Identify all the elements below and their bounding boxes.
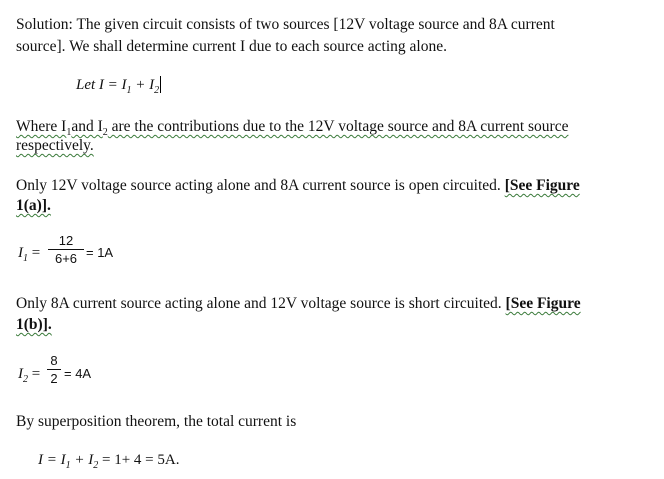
eq-let-sub1: 1 xyxy=(126,85,132,96)
eq-let-sub2: 2 xyxy=(154,85,160,96)
eq2-denominator: 2 xyxy=(50,371,58,386)
where-text-a: Where I xyxy=(16,118,67,135)
eq1-lhs: I xyxy=(18,245,23,261)
where-sub1: 1 xyxy=(66,127,72,138)
case1-figure-ref-cont: 1(a)]. xyxy=(16,197,51,214)
case1-line-1 xyxy=(16,176,580,196)
equation-2-result xyxy=(64,366,91,383)
eq-let-prefix: Let I = I xyxy=(76,77,127,93)
equation-1-lhs xyxy=(18,245,40,264)
case1-figure-ref: [See Figure xyxy=(504,177,580,194)
conclusion-line: By superposition theorem, the total current is xyxy=(16,413,297,430)
where-sub2: 2 xyxy=(102,127,108,138)
where-line-1 xyxy=(16,117,568,143)
where-text-c: are the contributions due to the 12V voltage source and 8A current source xyxy=(107,118,569,135)
equation-1-result xyxy=(86,245,113,262)
eq2-equals: = xyxy=(31,366,41,382)
eq2-numerator: 8 xyxy=(50,353,58,368)
case2-figure-ref-cont: 1(b)]. xyxy=(16,316,52,333)
case2-text: Only 8A current source acting alone and 12V voltage source is short circuited. xyxy=(16,295,506,312)
intro-line-2: source]. We shall determine current I due to each source acting alone. xyxy=(16,38,447,55)
case1-text: Only 12V voltage source acting alone and 8A current source is open circuited. xyxy=(16,177,505,194)
intro-line-1: Solution: The given circuit consists of two sources [12V voltage source and 8A current xyxy=(16,16,555,33)
fraction-bar xyxy=(47,369,61,370)
eq2-lhs: I xyxy=(18,366,23,382)
eq1-equals: = xyxy=(31,245,41,261)
total-sub1: 1 xyxy=(65,460,71,471)
eq-let-plus: + I xyxy=(131,77,155,93)
equation-2-fraction xyxy=(47,353,61,386)
where-line-2: respectively. xyxy=(16,137,94,154)
equation-total xyxy=(38,452,179,471)
eq2-lhs-sub: 2 xyxy=(23,374,28,385)
equation-let xyxy=(76,76,161,96)
fraction-bar xyxy=(48,249,84,250)
total-text-b: + I xyxy=(70,452,94,468)
where-text-b: and I xyxy=(71,118,103,135)
total-sub2: 2 xyxy=(93,460,99,471)
total-text-c: = 1+ 4 = 5A. xyxy=(98,452,180,468)
eq1-denominator: 6+6 xyxy=(54,251,78,266)
eq1-result: = 1A xyxy=(86,245,114,260)
eq1-numerator: 12 xyxy=(58,233,74,248)
eq1-lhs-sub: 1 xyxy=(23,253,28,264)
case2-line-1 xyxy=(16,294,581,314)
case2-figure-ref: [See Figure xyxy=(505,295,581,312)
equation-2-lhs xyxy=(18,366,40,385)
equation-1-fraction xyxy=(48,233,84,266)
text-cursor xyxy=(160,76,161,93)
eq2-result: = 4A xyxy=(64,366,92,381)
total-text-a: I = I xyxy=(38,452,66,468)
